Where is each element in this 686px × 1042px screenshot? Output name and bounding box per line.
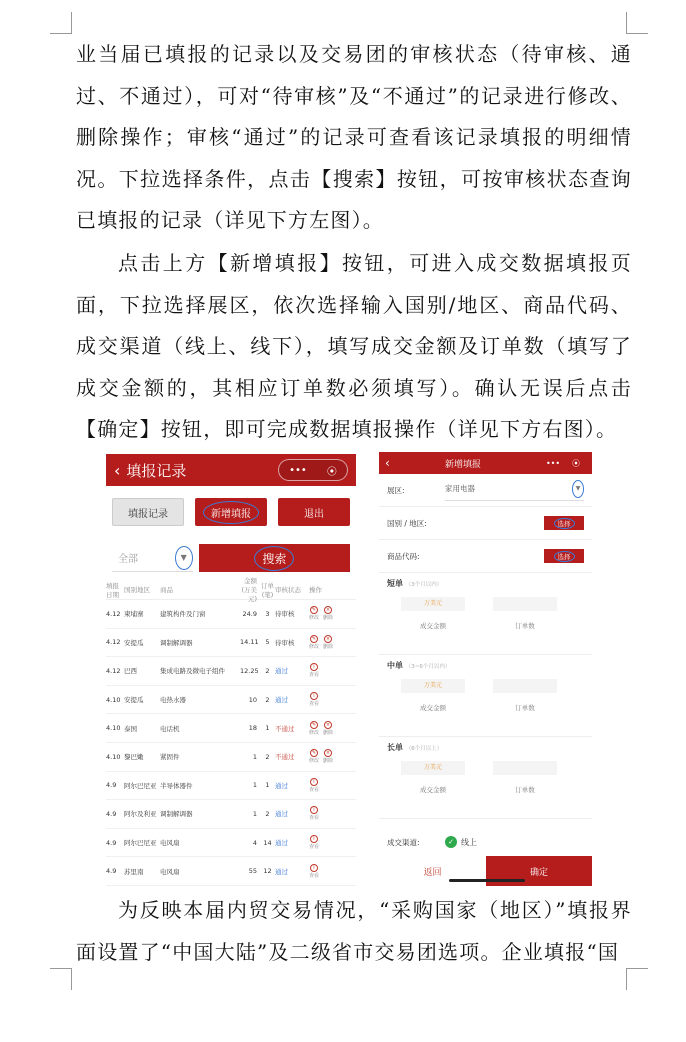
table-header bbox=[106, 577, 356, 603]
row-product: 电热水器 bbox=[160, 696, 186, 705]
view-action[interactable] bbox=[309, 692, 319, 707]
amount-caption: 成交金额 bbox=[420, 622, 446, 630]
row-amount: 12.25 bbox=[240, 666, 259, 675]
row-actions bbox=[309, 663, 353, 678]
table-row bbox=[106, 743, 356, 772]
row-date: 4.9 bbox=[106, 809, 117, 818]
status-filter-value: 全部 bbox=[118, 554, 138, 565]
delete-action[interactable] bbox=[323, 721, 333, 736]
paragraph-3: 为反映本届内贸交易情况，“采购国家（地区）”填报界面设置了“中国大陆”及二级省市交易团选项。企业填报“国 bbox=[76, 898, 632, 964]
amount-input[interactable]: 万美元 bbox=[401, 597, 465, 611]
header-amount: 金额(万美元) bbox=[241, 577, 257, 603]
crop-mark-top-right bbox=[626, 12, 648, 34]
amount-input[interactable]: 万美元 bbox=[401, 761, 465, 775]
header-orders: 订单(笔) bbox=[261, 581, 274, 599]
group-title bbox=[387, 742, 584, 753]
header-ops: 操作 bbox=[309, 586, 322, 594]
country-label: 国别 / 地区: bbox=[387, 518, 427, 528]
row-date: 4.9 bbox=[106, 781, 117, 790]
delete-action-label: 删除 bbox=[323, 758, 334, 765]
row-country: 阿尔及利亚 bbox=[124, 810, 157, 819]
amount-input[interactable]: 万美元 bbox=[401, 679, 465, 693]
orders-input[interactable] bbox=[493, 761, 557, 775]
group-subtitle: （6个月以上） bbox=[405, 746, 443, 752]
view-action[interactable] bbox=[309, 835, 319, 850]
row-status: 不通过 bbox=[275, 724, 295, 733]
screenshot-filing-records bbox=[106, 454, 356, 886]
edit-action[interactable] bbox=[309, 749, 319, 764]
right-header bbox=[379, 452, 592, 474]
view-icon: i bbox=[310, 663, 318, 671]
row-amount: 55 bbox=[248, 867, 257, 876]
delete-action[interactable] bbox=[323, 749, 333, 764]
more-icon[interactable]: ••• bbox=[289, 464, 307, 476]
row-country: 阿尔巴尼亚 bbox=[124, 839, 157, 848]
row-orders: 1 bbox=[265, 781, 270, 790]
table-row bbox=[106, 714, 356, 743]
view-icon: i bbox=[310, 692, 318, 700]
row-orders: 14 bbox=[263, 838, 272, 847]
edit-action[interactable] bbox=[309, 721, 319, 736]
row-actions bbox=[309, 749, 353, 764]
crop-mark-top-left bbox=[50, 12, 72, 34]
chevron-left-icon[interactable]: ‹ bbox=[114, 460, 121, 480]
group-short bbox=[379, 573, 592, 655]
hall-select[interactable] bbox=[445, 480, 584, 501]
edit-icon: ✎ bbox=[311, 721, 317, 728]
code-choose-button[interactable] bbox=[544, 549, 584, 563]
group-inputs bbox=[387, 761, 584, 794]
return-button[interactable]: 返回 bbox=[379, 856, 486, 886]
amount-column bbox=[387, 597, 479, 630]
view-action-label: 查看 bbox=[309, 815, 320, 822]
delete-icon: × bbox=[325, 750, 331, 757]
home-indicator bbox=[449, 879, 525, 882]
row-date: 4.9 bbox=[106, 838, 117, 847]
table-row bbox=[106, 857, 356, 886]
amount-column bbox=[387, 761, 479, 794]
view-action[interactable] bbox=[309, 778, 319, 793]
view-action[interactable] bbox=[309, 864, 319, 879]
row-product: 调制解调器 bbox=[160, 810, 193, 819]
row-actions bbox=[309, 606, 353, 621]
orders-input[interactable] bbox=[493, 597, 557, 611]
table-row bbox=[106, 600, 356, 629]
row-status: 待审核 bbox=[275, 610, 295, 619]
view-action[interactable] bbox=[309, 663, 319, 678]
row-country: 柬埔寨 bbox=[124, 610, 144, 619]
row-date: 4.12 bbox=[106, 638, 121, 647]
orders-input[interactable] bbox=[493, 679, 557, 693]
country-choose-label: 选择 bbox=[554, 518, 575, 529]
paragraph-2: 点击上方【新增填报】按钮，可进入成交数据填报页面，下拉选择展区，依次选择输入国别/地区、商品代码、成交渠道（线上、线下），填写成交金额及订单数（填写了成交金额的，其相应订单数必须填写）。确认无误后点击【确定】按钮，即可完成数据填报操作（详见下方右图）。 bbox=[76, 251, 632, 441]
close-circle-icon[interactable]: ⦿ bbox=[572, 458, 581, 468]
group-long bbox=[379, 737, 592, 819]
delete-action[interactable] bbox=[323, 635, 333, 650]
table-row bbox=[106, 686, 356, 715]
view-icon: i bbox=[310, 835, 318, 843]
row-country: 巴西 bbox=[124, 667, 137, 676]
search-row bbox=[106, 526, 356, 572]
row-status: 通过 bbox=[275, 867, 288, 876]
row-country: 苏里南 bbox=[124, 867, 144, 876]
group-title bbox=[387, 660, 584, 671]
row-product: 电风扇 bbox=[160, 839, 180, 848]
chevron-down-icon[interactable]: ▼ bbox=[175, 546, 193, 570]
view-icon: i bbox=[310, 806, 318, 814]
row-actions bbox=[309, 635, 353, 650]
search-button-label: 搜索 bbox=[254, 546, 294, 571]
crop-mark-bottom-left bbox=[50, 968, 72, 990]
row-product: 电风扇 bbox=[160, 867, 180, 876]
country-field bbox=[379, 507, 592, 540]
code-label: 商品代码: bbox=[387, 551, 420, 561]
records-button[interactable]: 填报记录 bbox=[112, 498, 184, 526]
table-row bbox=[106, 829, 356, 858]
row-orders: 2 bbox=[265, 752, 270, 761]
row-amount: 18 bbox=[248, 724, 257, 733]
table-row bbox=[106, 629, 356, 658]
row-amount: 1 bbox=[252, 809, 257, 818]
row-country: 阿尔巴尼亚 bbox=[124, 781, 157, 790]
group-subtitle: （3~6个月以内） bbox=[405, 664, 451, 670]
edit-action[interactable] bbox=[309, 635, 319, 650]
channel-label: 成交渠道: bbox=[387, 837, 420, 847]
channel-value[interactable]: 线上 bbox=[461, 837, 477, 847]
header-product: 商品 bbox=[160, 586, 173, 594]
header-status: 审核状态 bbox=[275, 586, 301, 594]
right-title: 新增填报 bbox=[445, 459, 482, 470]
left-title: 填报记录 bbox=[126, 461, 187, 480]
edit-icon: ✎ bbox=[311, 750, 317, 757]
view-action-label: 查看 bbox=[309, 872, 320, 879]
group-title-text: 短单 bbox=[387, 579, 403, 588]
row-country: 黎巴嫩 bbox=[124, 753, 144, 762]
row-amount: 10 bbox=[248, 695, 257, 704]
check-circle-icon[interactable]: ✓ bbox=[445, 836, 457, 848]
code-field bbox=[379, 540, 592, 573]
group-title-text: 长单 bbox=[387, 743, 403, 752]
delete-icon: × bbox=[325, 721, 331, 728]
hall-value: 家用电器 bbox=[445, 484, 475, 493]
row-status: 通过 bbox=[275, 839, 288, 848]
row-amount: 24.9 bbox=[242, 609, 257, 618]
screenshot-new-filing bbox=[379, 452, 592, 886]
table-row bbox=[106, 657, 356, 686]
row-product: 电话机 bbox=[160, 724, 180, 733]
row-amount: 4 bbox=[252, 838, 257, 847]
row-status: 通过 bbox=[275, 667, 288, 676]
row-product: 紧固件 bbox=[160, 753, 180, 762]
chevron-down-icon[interactable]: ▼ bbox=[572, 480, 584, 498]
edit-action[interactable] bbox=[309, 606, 319, 621]
row-date: 4.12 bbox=[106, 666, 121, 675]
row-orders: 1 bbox=[265, 724, 270, 733]
row-orders: 5 bbox=[265, 638, 270, 647]
row-country: 泰国 bbox=[124, 724, 137, 733]
row-status: 通过 bbox=[275, 810, 288, 819]
hall-field bbox=[379, 474, 592, 507]
row-status: 不通过 bbox=[275, 753, 295, 762]
new-filing-button[interactable] bbox=[195, 498, 267, 526]
edit-action-label: 修改 bbox=[309, 729, 320, 736]
orders-caption: 订单数 bbox=[515, 622, 535, 630]
left-header bbox=[106, 454, 356, 486]
delete-icon: × bbox=[325, 607, 331, 614]
edit-action-label: 修改 bbox=[309, 643, 320, 650]
more-icon[interactable]: ••• bbox=[545, 458, 561, 468]
row-actions bbox=[309, 835, 353, 850]
orders-caption: 订单数 bbox=[515, 704, 535, 712]
row-status: 通过 bbox=[275, 781, 288, 790]
table-row bbox=[106, 772, 356, 801]
group-inputs bbox=[387, 679, 584, 712]
new-filing-label: 新增填报 bbox=[203, 501, 259, 524]
row-country: 安提瓜 bbox=[124, 638, 144, 647]
delete-action-label: 删除 bbox=[323, 643, 334, 650]
row-country: 安提瓜 bbox=[124, 696, 144, 705]
orders-column bbox=[479, 597, 571, 630]
row-actions bbox=[309, 864, 353, 879]
view-action-label: 查看 bbox=[309, 701, 320, 708]
row-amount: 1 bbox=[252, 752, 257, 761]
view-icon: i bbox=[310, 778, 318, 786]
row-actions bbox=[309, 806, 353, 821]
edit-action-label: 修改 bbox=[309, 615, 320, 622]
paragraph-1: 业当届已填报的记录以及交易团的审核状态（待审核、通过、不通过），可对“待审核”及“不通过”的记录进行修改、删除操作；审核“通过”的记录可查看该记录填报的明细情况。下拉选择条件，点击【搜索】按钮，可按审核状态查询已填报的记录（详见下方左图）。 bbox=[76, 42, 632, 232]
search-button[interactable] bbox=[199, 544, 350, 572]
row-date: 4.9 bbox=[106, 867, 117, 876]
exit-button[interactable]: 退出 bbox=[278, 498, 350, 526]
row-product: 调制解调器 bbox=[160, 638, 193, 647]
amount-caption: 成交金额 bbox=[420, 786, 446, 794]
row-actions bbox=[309, 778, 353, 793]
mini-program-capsule[interactable] bbox=[278, 459, 348, 481]
row-status: 待审核 bbox=[275, 638, 295, 647]
row-actions bbox=[309, 692, 353, 707]
row-product: 集成电路及微电子组件 bbox=[160, 667, 225, 676]
row-orders: 2 bbox=[265, 666, 270, 675]
delete-action-label: 删除 bbox=[323, 615, 334, 622]
delete-icon: × bbox=[325, 635, 331, 642]
edit-icon: ✎ bbox=[311, 607, 317, 614]
row-date: 4.10 bbox=[106, 724, 121, 733]
row-orders: 2 bbox=[265, 809, 270, 818]
table-row bbox=[106, 800, 356, 829]
orders-column bbox=[479, 679, 571, 712]
row-orders: 2 bbox=[265, 695, 270, 704]
close-circle-icon[interactable]: ⦿ bbox=[326, 466, 337, 478]
group-title-text: 中单 bbox=[387, 661, 403, 670]
confirm-button[interactable]: 确定 bbox=[486, 856, 592, 886]
table-body bbox=[106, 600, 356, 886]
row-date: 4.10 bbox=[106, 695, 121, 704]
view-icon: i bbox=[310, 864, 318, 872]
view-action[interactable] bbox=[309, 806, 319, 821]
row-product: 半导体器件 bbox=[160, 781, 193, 790]
row-orders: 12 bbox=[263, 867, 272, 876]
header-country: 国别地区 bbox=[124, 586, 150, 594]
row-actions bbox=[309, 721, 353, 736]
edit-icon: ✎ bbox=[311, 635, 317, 642]
row-date: 4.10 bbox=[106, 752, 121, 761]
amount-caption: 成交金额 bbox=[420, 704, 446, 712]
amount-column bbox=[387, 679, 479, 712]
group-subtitle: （3个月以内） bbox=[405, 582, 443, 588]
header-date: 填报日期 bbox=[106, 581, 119, 599]
chevron-left-icon[interactable]: ‹ bbox=[385, 456, 390, 470]
delete-action[interactable] bbox=[323, 606, 333, 621]
orders-column bbox=[479, 761, 571, 794]
row-amount: 14.11 bbox=[240, 638, 259, 647]
group-title bbox=[387, 578, 584, 589]
orders-caption: 订单数 bbox=[515, 786, 535, 794]
mini-program-capsule[interactable] bbox=[540, 455, 586, 471]
view-action-label: 查看 bbox=[309, 786, 320, 793]
row-amount: 1 bbox=[252, 781, 257, 790]
code-choose-label: 选择 bbox=[554, 551, 575, 562]
row-date: 4.12 bbox=[106, 609, 121, 618]
records-table bbox=[106, 577, 356, 886]
group-inputs bbox=[387, 597, 584, 630]
hall-label: 展区: bbox=[387, 485, 405, 495]
row-status: 通过 bbox=[275, 696, 288, 705]
row-orders: 3 bbox=[265, 609, 270, 618]
edit-action-label: 修改 bbox=[309, 758, 320, 765]
view-action-label: 查看 bbox=[309, 844, 320, 851]
view-action-label: 查看 bbox=[309, 672, 320, 679]
status-filter-select[interactable] bbox=[112, 544, 193, 572]
group-medium bbox=[379, 655, 592, 737]
country-choose-button[interactable] bbox=[544, 516, 584, 530]
delete-action-label: 删除 bbox=[323, 729, 334, 736]
left-button-row bbox=[106, 486, 356, 526]
row-product: 建筑构件及门窗 bbox=[160, 610, 206, 619]
